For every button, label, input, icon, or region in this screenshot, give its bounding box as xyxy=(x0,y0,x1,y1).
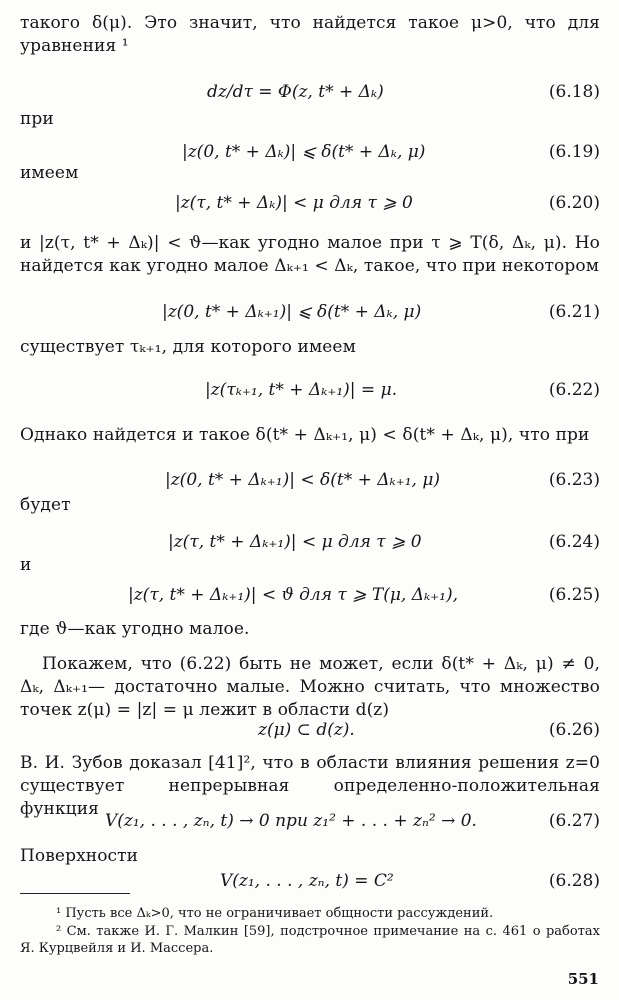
equation-formula: |z(0, t* + Δₖ₊₁)| ⩽ δ(t* + Δₖ, μ) xyxy=(162,302,422,322)
word-imeem: имеем xyxy=(20,163,79,183)
word-i: и xyxy=(20,555,32,575)
paragraph-4: Однако найдется и такое δ(t* + Δₖ₊₁, μ) < δ(t* + Δₖ, μ), что при xyxy=(20,425,590,445)
equation-formula: |z(τ, t* + Δₖ)| < μ для τ ⩾ 0 xyxy=(175,193,413,213)
equation-number: (6.20) xyxy=(548,193,600,213)
word-budet: будет xyxy=(20,495,71,515)
paragraph-2: и |z(τ, t* + Δₖ)| < ϑ—как угодно малое при τ ⩾ T(δ, Δₖ, μ). Но найдется как угодно малое Δₖ₊₁ < Δₖ, такое, что при некотором xyxy=(20,233,600,276)
word-pri: при xyxy=(20,109,54,129)
equation-formula: |z(τ, t* + Δₖ₊₁)| < μ для τ ⩾ 0 xyxy=(168,532,422,552)
equation-number: (6.21) xyxy=(548,302,600,322)
equation-number: (6.22) xyxy=(548,380,600,400)
equation-formula: V(z₁, . . . , zₙ, t) = C² xyxy=(220,871,394,891)
footnote-divider xyxy=(20,893,130,894)
equation-formula: |z(0, t* + Δₖ)| ⩽ δ(t* + Δₖ, μ) xyxy=(182,142,426,162)
paragraph-7: В. И. Зубов доказал [41]², что в области влияния решения z=0 существует непрерывная определенно-положительная функция xyxy=(20,753,600,819)
paragraph-3: существует τₖ₊₁, для которого имеем xyxy=(20,337,356,357)
paragraph-5: где ϑ—как угодно малое. xyxy=(20,619,250,639)
equation-number: (6.19) xyxy=(548,142,600,162)
equation-number: (6.28) xyxy=(548,871,600,891)
equation-number: (6.23) xyxy=(548,470,600,490)
footnote-1: ¹ Пусть все Δₖ>0, что не ограничивает общности рассуждений. xyxy=(56,906,494,921)
equation-formula: V(z₁, . . . , zₙ, t) → 0 при z₁² + . . . + zₙ² → 0. xyxy=(105,811,477,831)
equation-formula: dz/dτ = Φ(z, t* + Δₖ) xyxy=(207,82,384,102)
equation-formula: z(μ) ⊂ d(z). xyxy=(258,720,355,740)
page-number: 551 xyxy=(567,970,599,988)
paragraph-6: Покажем, что (6.22) быть не может, если δ(t* + Δₖ, μ) ≠ 0, Δₖ, Δₖ₊₁— достаточно малые. Можно считать, что множество точек z(μ) = |z| = μ лежит в области d(z) xyxy=(20,654,600,720)
footnote-2: ² См. также И. Г. Малкин [59], подстрочное примечание на с. 461 о работах Я. Курцвейля и И. Массера. xyxy=(20,924,600,956)
equation-formula: |z(τₖ₊₁, t* + Δₖ₊₁)| = μ. xyxy=(205,380,398,400)
equation-formula: |z(τ, t* + Δₖ₊₁)| < ϑ для τ ⩾ T(μ, Δₖ₊₁), xyxy=(128,585,458,605)
equation-formula: |z(0, t* + Δₖ₊₁)| < δ(t* + Δₖ₊₁, μ) xyxy=(165,470,441,490)
equation-number: (6.18) xyxy=(548,82,600,102)
paragraph-8: Поверхности xyxy=(20,846,139,866)
paragraph-1: такого δ(μ). Это значит, что найдется такое μ>0, что для уравнения ¹ xyxy=(20,13,600,56)
equation-number: (6.27) xyxy=(548,811,600,831)
equation-number: (6.25) xyxy=(548,585,600,605)
equation-number: (6.24) xyxy=(548,532,600,552)
equation-number: (6.26) xyxy=(548,720,600,740)
